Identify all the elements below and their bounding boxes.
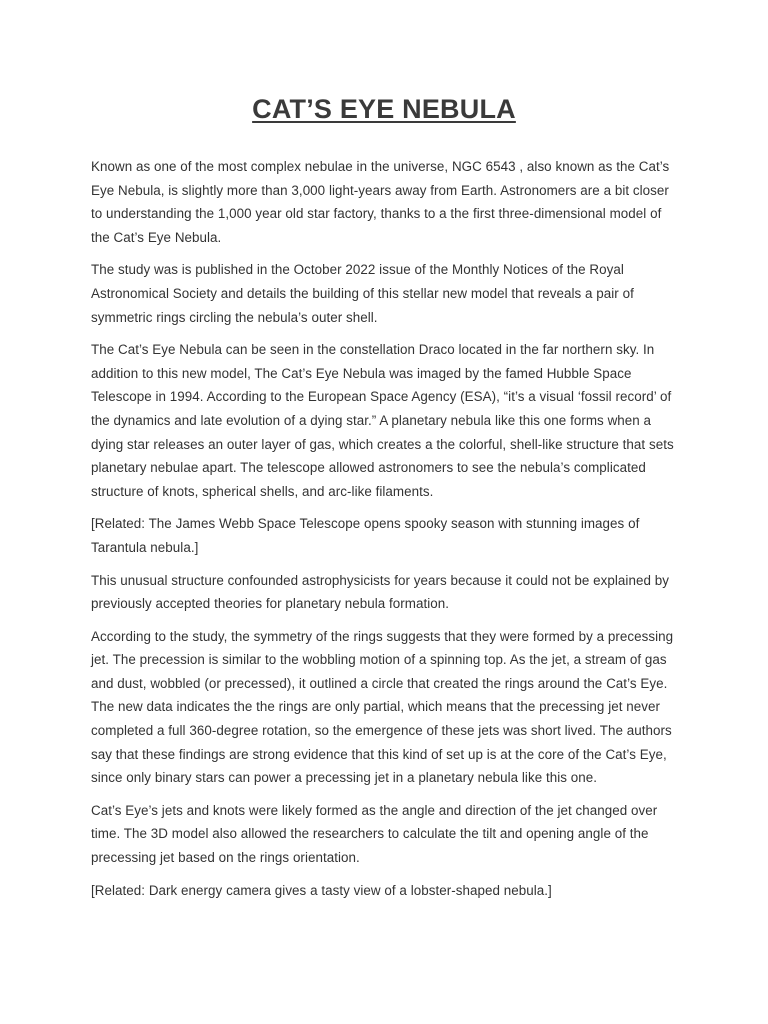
paragraph-jets: Cat’s Eye’s jets and knots were likely formed as the angle and direction of the jet changed over time. The 3D model also allowed the researchers to calculate the tilt and opening angle of the precessing jet based on the rings orientation. (91, 802, 658, 866)
paragraph-intro: Known as one of the most complex nebulae in the universe, NGC 6543 , also known as the Cat’s Eye Nebula, is slightly more than 3,000 light-years away from Earth. Astronomers are a bit closer to understanding the 1,000 year old star factory, thanks to a the first three-dimensional model of the Cat’s Eye Nebula. (91, 159, 670, 245)
page-title: CAT’S EYE NEBULA (252, 94, 516, 124)
article-body (91, 155, 677, 902)
paragraph-hubble: The Cat’s Eye Nebula can be seen in the constellation Draco located in the far northern sky. In addition to this new model, The Cat’s Eye Nebula was imaged by the famed Hubble Space Telescope in 1994. According to the European Space Agency (ESA), “it’s a visual ‘fossil record’ of the dynamics and late evolution of a dying star.” A planetary nebula like this one forms when a dying star releases an outer layer of gas, which creates a the colorful, shell-like structure that sets planetary nebulae apart. The telescope allowed astronomers to see the nebula’s complicated structure of knots, spherical shells, and arc-like filaments. (91, 342, 674, 499)
paragraph-related-lobster: [Related: Dark energy camera gives a tasty view of a lobster-shaped nebula.] (91, 882, 552, 898)
paragraph-structure: This unusual structure confounded astrophysicists for years because it could not be explained by previously accepted theories for planetary nebula formation. (91, 572, 669, 612)
paragraph-precession: According to the study, the symmetry of the rings suggests that they were formed by a precessing jet. The precession is similar to the wobbling motion of a spinning top. As the jet, a stream of gas and dust, wobbled (or precessed), it outlined a circle that created the rings around the Cat’s Eye. The new data indicates the the rings are only partial, which means that the precessing jet never completed a full 360-degree rotation, so the emergence of these jets was short lived. The authors say that these findings are strong evidence that this kind of set up is at the core of the Cat’s Eye, since only binary stars can power a precessing jet in a planetary nebula like this one. (91, 628, 674, 786)
paragraph-study: The study was is published in the October 2022 issue of the Monthly Notices of the Royal Astronomical Society and details the building of this stellar new model that reveals a pair of symmetric rings circling the nebula’s outer shell. (91, 262, 634, 325)
paragraph-related-webb: [Related: The James Webb Space Telescope opens spooky season with stunning images of Tarantula nebula.] (91, 516, 640, 555)
